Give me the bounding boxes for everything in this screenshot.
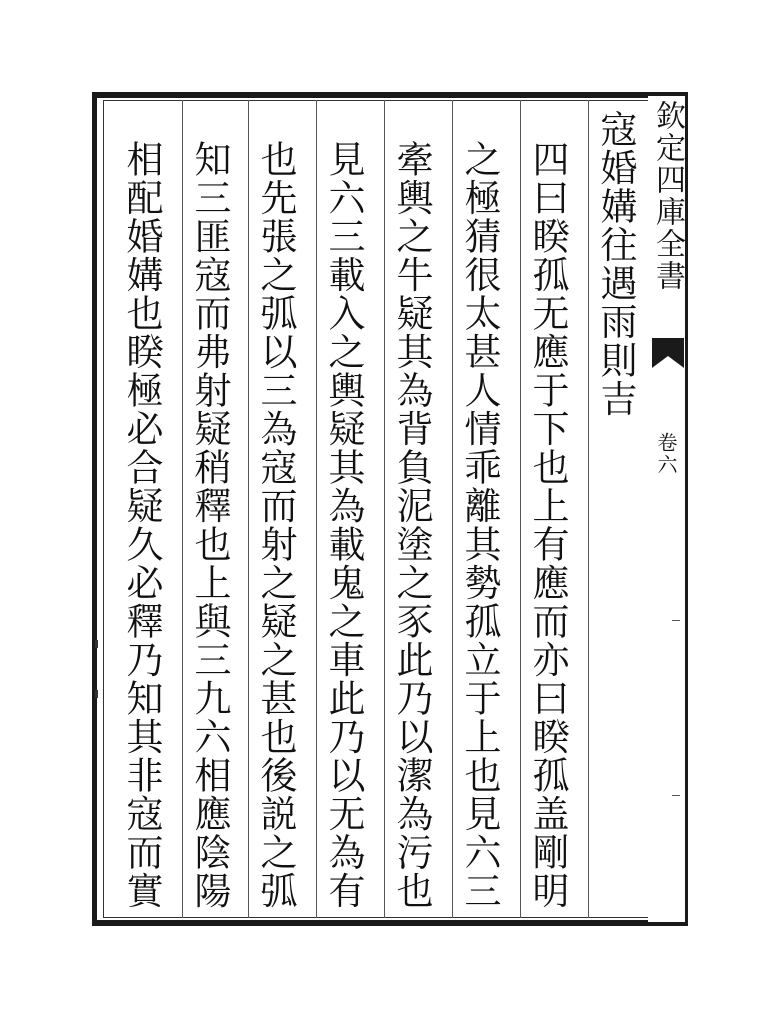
column-divider [316, 100, 317, 918]
margin-dot [95, 690, 98, 698]
column-divider [452, 100, 453, 918]
column-divider [588, 100, 589, 918]
margin-dot [95, 640, 98, 648]
margin-strip-bottom-rule [648, 922, 688, 926]
text-column-6: 也先張之弧以三為寇而射之疑之甚也後説之弧 [254, 140, 297, 910]
fish-tail-icon [652, 338, 684, 368]
margin-tick [672, 795, 680, 796]
book-title: 欽定四庫全書 [650, 100, 685, 292]
margin-tick [672, 620, 680, 621]
text-column-1: 寇婚媾往遇雨則吉 [594, 110, 637, 418]
column-divider [248, 100, 249, 918]
margin-strip-top-rule [648, 92, 688, 96]
text-column-3: 之極猜很太甚人情乖離其勢孤立于上也見六三 [458, 140, 501, 910]
text-column-2: 四曰睽孤无應于下也上有應而亦曰睽孤盖剛明 [526, 140, 569, 910]
column-divider [182, 100, 183, 918]
text-column-7: 知三匪寇而弗射疑稍釋也上與三九六相應陰陽 [188, 140, 231, 910]
text-column-4: 牽輿之牛疑其為背負泥塗之豕此乃以潔為污也 [390, 140, 433, 910]
column-divider [520, 100, 521, 918]
column-divider [384, 100, 385, 918]
text-column-5: 見六三載入之輿疑其為載鬼之車此乃以无為有 [322, 140, 365, 910]
text-column-8: 相配婚媾也睽極必合疑久必釋乃知其非寇而實 [120, 140, 163, 910]
volume-label: 卷六 [654, 432, 678, 476]
